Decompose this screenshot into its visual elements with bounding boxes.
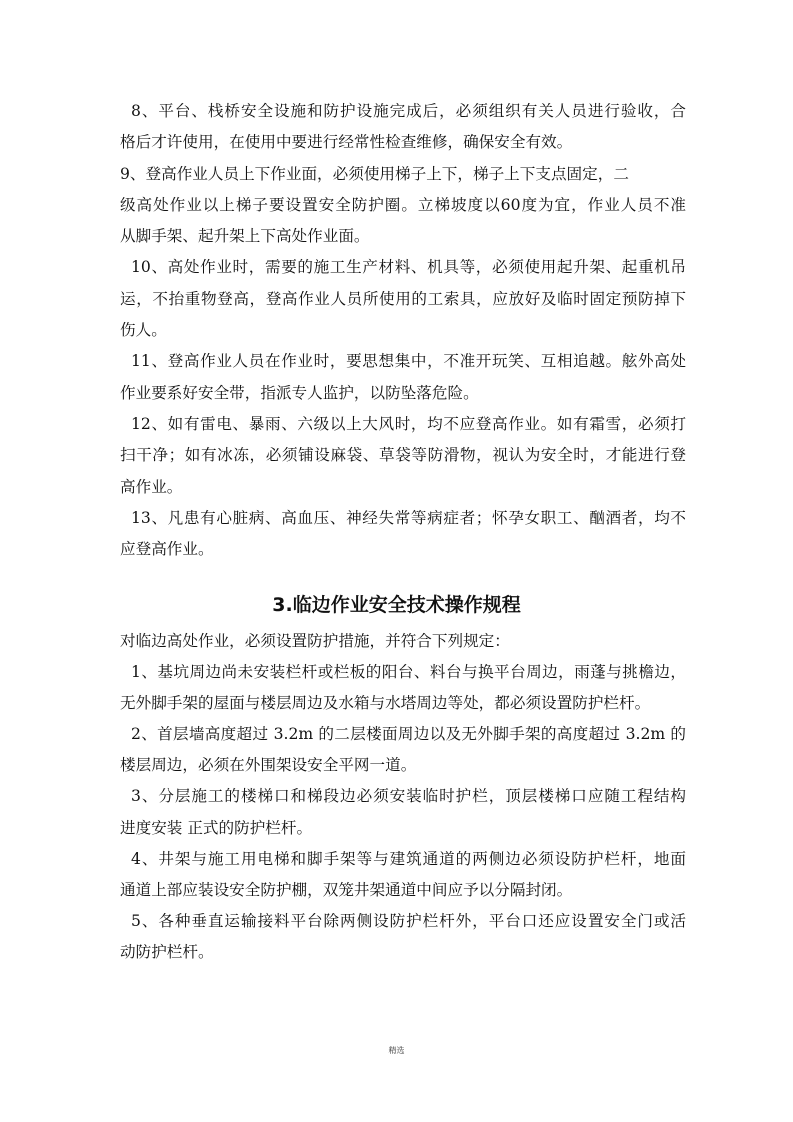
safety-rules-continued <box>120 96 686 565</box>
rule-4-line: 4、井架与施工用电梯和脚手架等与建筑通道的两侧边必须设防护栏杆，地面 <box>131 849 686 868</box>
rule-5-line: 动防护栏杆。 <box>120 942 214 961</box>
rule-10-line: 伤人。 <box>120 321 167 340</box>
rule-8-line: 8、平台、栈桥安全设施和防护设施完成后，必须组织有关人员进行验收，合 <box>131 102 686 120</box>
section-heading: 3.临边作业安全技术操作规程 <box>272 594 521 616</box>
rule-10-line: 10、高处作业时，需要的施工生产材料、机具等，必须使用起升架、起重机吊 <box>131 258 686 277</box>
edge-work-rules <box>120 626 686 968</box>
rule-5-line: 5、各种垂直运输接料平台除两侧设防护栏杆外，平台口还应设置安全门或活 <box>131 911 686 930</box>
rule-12-line: 扫干净；如有冰冻，必须铺设麻袋、草袋等防滑物，视认为安全时，才能进行登 <box>120 446 686 465</box>
rule-4-line: 通道上部应装设安全防护棚，双笼井架通道中间应予以分隔封闭。 <box>120 880 573 899</box>
rule-10-line: 运，不抬重物登高，登高作业人员所使用的工索具，应放好及临时固定预防掉下 <box>120 289 686 308</box>
rule-13-line: 应登高作业。 <box>120 540 214 559</box>
rule-13-line: 13、凡患有心脏病、高血压、神经失常等病症者；怀孕女职工、酗酒者，均不 <box>131 508 686 527</box>
rule-8-line: 格后才许使用，在使用中要进行经常性检查维修，确保安全有效。 <box>120 133 573 152</box>
rule-11-line: 作业要系好安全带，指派专人监护，以防坠落危险。 <box>120 383 479 402</box>
rule-9-line: 从脚手架、起升架上下高处作业面。 <box>120 227 370 246</box>
rule-1-line: 无外脚手架的屋面与楼层周边及水箱与水塔周边等处，都必须设置防护栏杆。 <box>120 694 651 713</box>
rule-9-line: 级高处作业以上梯子要设置安全防护圈。立梯坡度以60度为宜，作业人员不准 <box>120 195 686 214</box>
rule-1-line: 1、基坑周边尚未安装栏杆或栏板的阳台、料台与换平台周边，雨蓬与挑檐边， <box>131 663 686 682</box>
rule-3-line: 3、分层施工的楼梯口和梯段边必须安装临时护栏，顶层楼梯口应随工程结构 <box>131 787 686 806</box>
page-footer: 精选 <box>388 1046 405 1055</box>
rule-12-line: 12、如有雷电、暴雨、六级以上大风时，均不应登高作业。如有霜雪，必须打 <box>131 414 686 433</box>
rule-3-line: 进度安装 正式的防护栏杆。 <box>120 818 313 837</box>
rule-2-line: 2、首层墙高度超过 3.2m 的二层楼面周边以及无外脚手架的高度超过 3.2m 的 <box>131 725 686 744</box>
rule-9-line: 9、登高作业人员上下作业面，必须使用梯子上下，梯子上下支点固定，二 <box>120 164 629 183</box>
rule-11-line: 11、登高作业人员在作业时，要思想集中，不准开玩笑、互相追越。舷外高处 <box>131 352 686 371</box>
rule-12-line: 高作业。 <box>120 477 183 496</box>
intro-line: 对临边高处作业，必须设置防护措施，并符合下列规定： <box>120 632 510 650</box>
rule-2-line: 楼层周边，必须在外围架设安全平网一道。 <box>120 756 417 775</box>
